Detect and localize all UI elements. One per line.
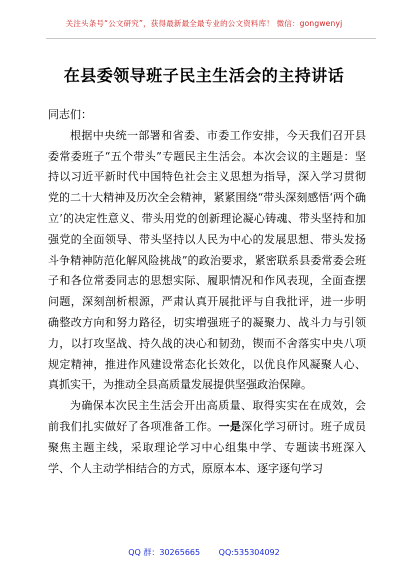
paragraph-2 <box>48 396 366 479</box>
salutation: 同志们： <box>48 108 92 121</box>
paragraph-2-suffix: 深化学习研讨。班子成员聚焦主题主线，采取理论学习中心组集中学、专题读书班深入学、个人主动学相结合的方式，原原本本、逐字逐句学习 <box>48 419 367 475</box>
footer-qq: QQ:535304092 <box>218 548 280 557</box>
header-divider <box>46 38 376 39</box>
paragraph-1: 根据中央统一部署和省委、市委工作安排，今天我们召开县委常委班子“五个带头”专题民主生活会。本次会议的主题是：坚持以习近平新时代中国特色社会主义思想为指导，深入学习贯彻党的二十大精神及历次全会精神，紧紧围绕“带头深刻感悟‘两个确立’的决定性意义、带头用党的创新理论凝心铸魂、带头坚持和加强党的全面领导、带头坚持以人民为中心的发展思想、带头发扬斗争精神防范化解风险挑战”的政治要求，紧密联系县委常委会班子和各位常委同志的思想实际、履职情况和作风表现，全面查摆问题，深刻剖析根源，严肃认真开展批评与自我批评，进一步明确整改方向和努力路径，切实增强班子的凝聚力、战斗力与引领力，以打攻坚战、持久战的决心和韧劲，锲而不舍落实中央八项规定精神，推进作风建设常态化长效化，以优良作风凝聚人心、真抓实干，为推动全县高质量发展提供坚强政治保障。 <box>48 128 366 392</box>
document-body <box>48 105 366 479</box>
paragraph-2-prefix: 为确保本次民主生活会开出高质量、取得实实在在成效，会前我们扎实做好了各项准备工作。 <box>48 399 366 433</box>
header-banner: 关注头条号“公文研究”，获得最新最全最专业的公文资料库！ 微信：gongwenyj <box>65 19 343 28</box>
paragraph-2-emphasis: 一是 <box>218 419 242 433</box>
footer-qq-group: QQ 群：30265665 <box>128 548 201 557</box>
document-title: 在县委领导班子民主生活会的主持讲话 <box>63 66 345 85</box>
footer-contact <box>0 547 408 558</box>
